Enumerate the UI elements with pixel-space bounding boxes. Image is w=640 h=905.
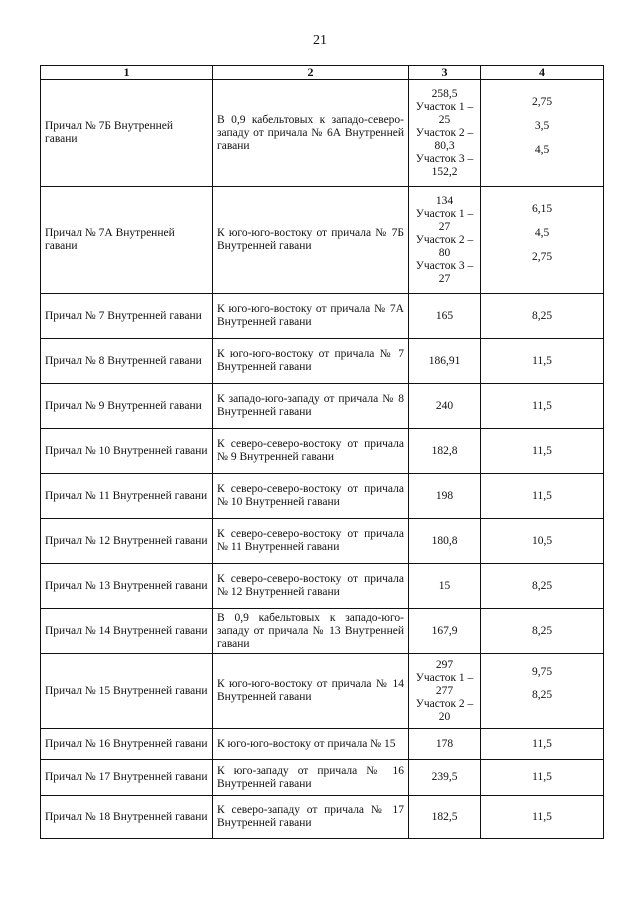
total-length: 198: [435, 489, 454, 502]
berth-name-cell: Причал № 7А Внутренней гавани: [41, 187, 213, 294]
table-row: [41, 609, 604, 654]
depth-value: 11,5: [532, 489, 552, 502]
table-row: [41, 429, 604, 474]
depth-value: 2,75: [531, 251, 553, 263]
table-body: [41, 80, 604, 839]
length-cell: [409, 760, 481, 796]
length-cell: [409, 609, 481, 654]
depth-cell: [481, 339, 604, 384]
length-cell: [409, 796, 481, 839]
depth-value: 11,5: [532, 737, 552, 750]
berths-table: [40, 65, 604, 839]
location-description-cell: К юго-юго-востоку от причала № 7 Внутренней гавани: [213, 339, 409, 384]
table-row: [41, 519, 604, 564]
depth-cell: [481, 384, 604, 429]
depth-cell: [481, 729, 604, 760]
location-description-cell: К западо-юго-западу от причала № 8 Внутренней гавани: [213, 384, 409, 429]
location-description-cell: К юго-юго-востоку от причала № 14 Внутренней гавани: [213, 654, 409, 729]
segment-length: Участок 1 – 25: [415, 100, 474, 126]
total-length: 15: [438, 579, 451, 592]
table-row: [41, 474, 604, 519]
berth-name-cell: Причал № 12 Внутренней гавани: [41, 519, 213, 564]
depth-value: 6,15: [531, 203, 553, 215]
length-cell: [409, 80, 481, 187]
berth-name-cell: Причал № 17 Внутренней гавани: [41, 760, 213, 796]
depth-cell: [481, 80, 604, 187]
segment-length: Участок 2 – 80,3: [415, 126, 474, 152]
total-length: 258,5: [431, 87, 458, 100]
table-row: [41, 187, 604, 294]
berth-name-cell: Причал № 18 Внутренней гавани: [41, 796, 213, 839]
table-row: [41, 760, 604, 796]
berth-name-cell: Причал № 9 Внутренней гавани: [41, 384, 213, 429]
berth-name-cell: Причал № 15 Внутренней гавани: [41, 654, 213, 729]
segment-length: Участок 3 – 152,2: [415, 152, 474, 178]
depth-value: 11,5: [532, 444, 552, 457]
depth-cell: [481, 187, 604, 294]
depth-value: 8,25: [531, 579, 553, 592]
total-length: 182,8: [431, 444, 458, 457]
depth-cell: [481, 796, 604, 839]
total-length: 297: [435, 658, 454, 671]
location-description-cell: К северо-северо-востоку от причала № 12 Внутренней гавани: [213, 564, 409, 609]
berth-name-cell: Причал № 7 Внутренней гавани: [41, 294, 213, 339]
total-length: 134: [435, 194, 454, 207]
segment-length: Участок 1 – 277: [415, 671, 474, 697]
depth-value: 10,5: [531, 534, 553, 547]
total-length: 239,5: [431, 771, 458, 783]
table-row: [41, 80, 604, 187]
length-cell: [409, 187, 481, 294]
column-header-4: 4: [481, 66, 604, 80]
location-description-cell: К юго-юго-востоку от причала № 7А Внутренней гавани: [213, 294, 409, 339]
depth-cell: [481, 429, 604, 474]
berth-name-cell: Причал № 10 Внутренней гавани: [41, 429, 213, 474]
depth-spacer: [485, 240, 599, 251]
depth-value: 3,5: [534, 120, 550, 132]
location-description-cell: К северо-северо-востоку от причала № 11 Внутренней гавани: [213, 519, 409, 564]
location-description-cell: К юго-западу от причала № 16 Внутренней гавани: [213, 760, 409, 796]
berth-name-cell: Причал № 7Б Внутренней гавани: [41, 80, 213, 187]
total-length: 182,5: [431, 810, 458, 823]
depth-value: 11,5: [532, 771, 552, 783]
depth-value: 8,25: [531, 689, 553, 701]
location-description-cell: К северо-северо-востоку от причала № 9 Внутренней гавани: [213, 429, 409, 474]
depth-cell: [481, 519, 604, 564]
length-cell: [409, 429, 481, 474]
total-length: 180,8: [431, 534, 458, 547]
depth-value: 8,25: [531, 309, 553, 322]
total-length: 240: [435, 399, 454, 412]
berth-name-cell: Причал № 8 Внутренней гавани: [41, 339, 213, 384]
segment-length: Участок 2 – 20: [415, 697, 474, 723]
segment-length: Участок 3 – 27: [415, 259, 474, 285]
table-row: [41, 384, 604, 429]
table-header-row: [41, 66, 604, 80]
depth-value: 8,25: [531, 624, 553, 637]
segment-length: Участок 1 – 27: [415, 207, 474, 233]
depth-spacer: [485, 109, 599, 120]
depth-value: 2,75: [531, 96, 553, 108]
table-row: [41, 654, 604, 729]
depth-spacer: [485, 679, 599, 689]
berth-name-cell: Причал № 14 Внутренней гавани: [41, 609, 213, 654]
berth-name-cell: Причал № 11 Внутренней гавани: [41, 474, 213, 519]
table-row: [41, 294, 604, 339]
depth-value: 4,5: [534, 144, 550, 156]
length-cell: [409, 729, 481, 760]
total-length: 167,9: [431, 624, 458, 637]
length-cell: [409, 294, 481, 339]
depth-cell: [481, 294, 604, 339]
depth-value: 11,5: [532, 399, 552, 412]
depth-cell: [481, 654, 604, 729]
berth-name-cell: Причал № 13 Внутренней гавани: [41, 564, 213, 609]
table-row: [41, 339, 604, 384]
depth-cell: [481, 609, 604, 654]
depth-value: 9,75: [531, 666, 553, 678]
depth-value: 11,5: [532, 810, 552, 823]
column-header-3: 3: [409, 66, 481, 80]
location-description-cell: К юго-юго-востоку от причала № 7Б Внутренней гавани: [213, 187, 409, 294]
depth-cell: [481, 474, 604, 519]
depth-cell: [481, 564, 604, 609]
segment-length: Участок 2 – 80: [415, 233, 474, 259]
total-length: 178: [435, 737, 454, 750]
column-header-2: 2: [213, 66, 409, 80]
depth-spacer: [485, 133, 599, 144]
column-header-1: 1: [41, 66, 213, 80]
page-number: 21: [313, 33, 327, 48]
depth-value: 4,5: [534, 227, 550, 239]
location-description-cell: В 0,9 кабельтовых к западо-юго-западу от причала № 13 Внутренней гавани: [213, 609, 409, 654]
depth-value: 11,5: [532, 354, 552, 367]
total-length: 165: [435, 309, 454, 322]
location-description-cell: В 0,9 кабельтовых к западо-северо-западу от причала № 6А Внутренней гавани: [213, 80, 409, 187]
total-length: 186,91: [428, 354, 461, 367]
depth-spacer: [485, 216, 599, 227]
table-row: [41, 729, 604, 760]
length-cell: [409, 339, 481, 384]
length-cell: [409, 519, 481, 564]
location-description-cell: К северо-западу от причала № 17 Внутренней гавани: [213, 796, 409, 839]
length-cell: [409, 654, 481, 729]
table-row: [41, 796, 604, 839]
location-description-cell: К юго-юго-востоку от причала № 15: [213, 729, 409, 760]
length-cell: [409, 384, 481, 429]
berth-name-cell: Причал № 16 Внутренней гавани: [41, 729, 213, 760]
table-row: [41, 564, 604, 609]
length-cell: [409, 564, 481, 609]
depth-cell: [481, 760, 604, 796]
location-description-cell: К северо-северо-востоку от причала № 10 Внутренней гавани: [213, 474, 409, 519]
length-cell: [409, 474, 481, 519]
